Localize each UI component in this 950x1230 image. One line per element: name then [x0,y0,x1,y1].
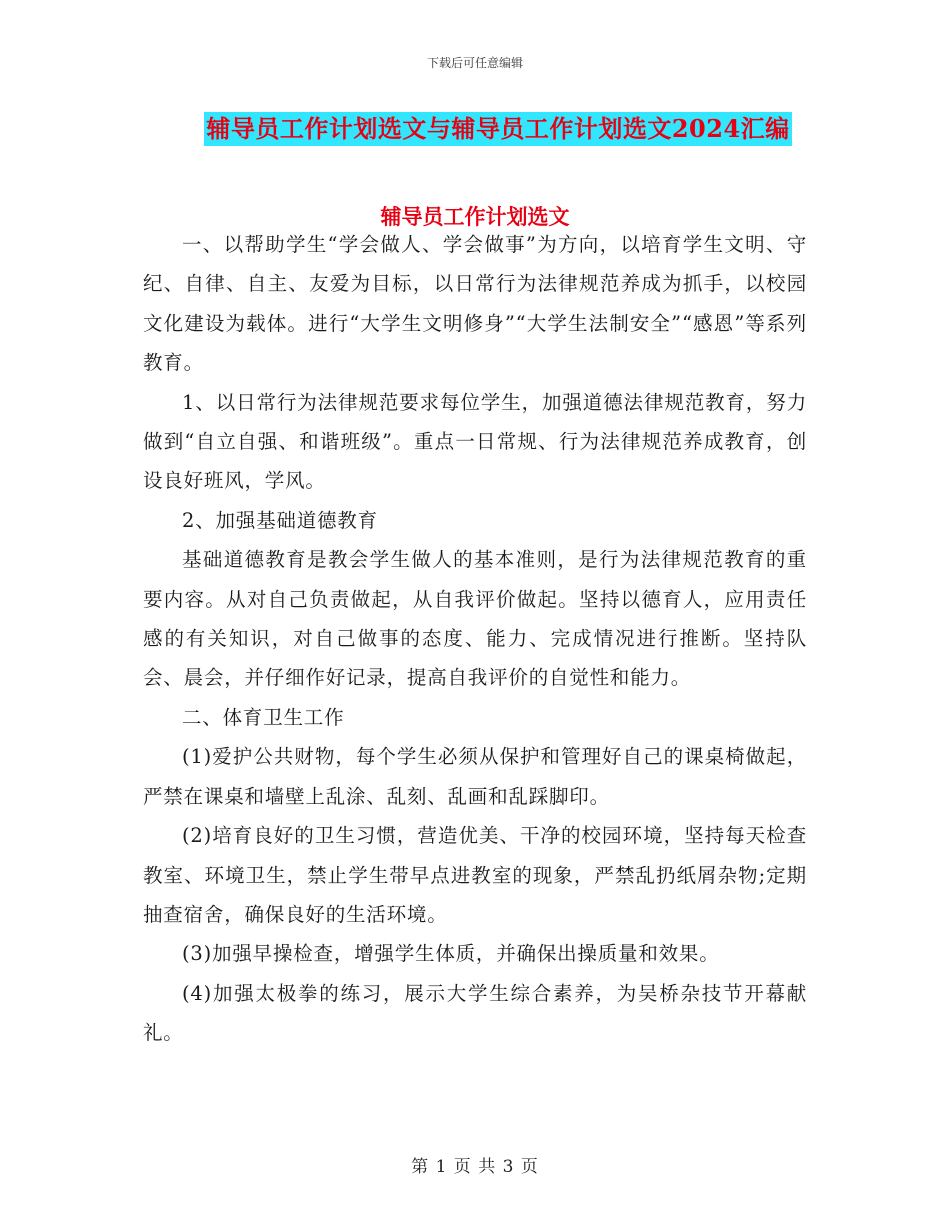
section-title: 辅导员工作计划选文 [380,204,570,229]
paragraph: 基础道德教育是教会学生做人的基本准则，是行为法律规范教育的重要内容。从对自己负责做起，从自我评价做起。坚持以德育人，应用责任感的有关知识，对自己做事的态度、能力、完成情况进行推断。坚持队会、晨会，并仔细作好记录，提高自我评价的自觉性和能力。 [143,548,807,690]
paragraph: (2)培育良好的卫生习惯，营造优美、干净的校园环境，坚持每天检查教室、环境卫生，禁止学生带早点进教室的现象，严禁乱扔纸屑杂物;定期抽查宿舍，确保良好的生活环境。 [143,824,807,926]
paragraph: 1、以日常行为法律规范要求每位学生，加强道德法律规范教育，努力做到“自立自强、和谐班级”。重点一日常规、行为法律规范养成教育，创设良好班风，学风。 [143,390,807,493]
paragraph: 2、加强基础道德教育 [182,508,378,532]
paragraph: (1)爱护公共财物，每个学生必须从保护和管理好自己的课桌椅做起，严禁在课桌和墙壁上乱涂、乱刻、乱画和乱踩脚印。 [143,745,807,808]
paragraph: 一、以帮助学生“学会做人、学会做事”为方向，以培育学生文明、守纪、自律、自主、友爱为目标，以日常行为法律规范养成为抓手，以校园文化建设为载体。进行“大学生文明修身”“大学生法制安全”“感恩”等系列教育。 [143,233,807,375]
main-title-container [0,112,950,146]
page-footer: 第 1 页 共 3 页 [411,1157,539,1177]
paragraph: (3)加强早操检查，增强学生体质，并确保出操质量和效果。 [182,942,720,966]
paragraph: (4)加强太极拳的练习，展示大学生综合素养，为吴桥杂技节开幕献礼。 [143,981,807,1045]
document-body [143,225,807,1053]
paragraph: 二、体育卫生工作 [182,705,345,729]
header-note: 下载后可任意编辑 [426,56,523,70]
main-title: 辅导员工作计划选文与辅导员工作计划选文2024汇编 [204,112,791,146]
